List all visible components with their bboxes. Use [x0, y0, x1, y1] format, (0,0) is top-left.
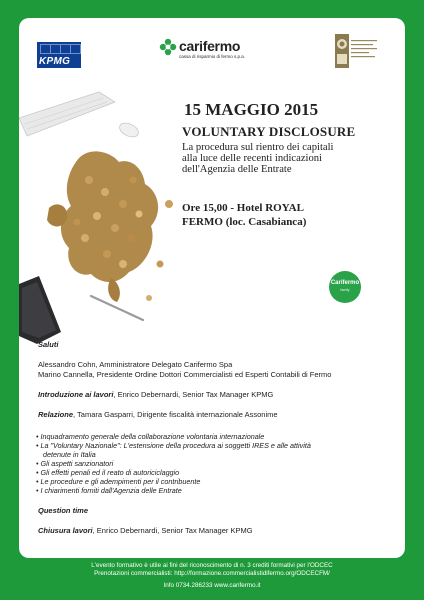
carifermo-tagline: cassa di risparmio di fermo s.p.a. [179, 54, 246, 59]
carifermo-logo [159, 38, 269, 68]
bullet-item: • La "Voluntary Nazionale": L'estensione della procedura ai soggetti IRES e alle attività [36, 441, 311, 450]
footer [0, 562, 424, 590]
europe-coins-illustration [19, 88, 189, 346]
odcec-logo [335, 34, 381, 70]
carifermo-family-badge [329, 271, 361, 303]
footer-booking-link[interactable]: Prenotazioni commercialisti: http://formazione.commercialistidifermo.org/ODCECFM/ [94, 570, 330, 577]
bullet-text: Gli effetti penali ed il reato di autoriciclaggio [40, 468, 180, 477]
bullet-item: • Gli aspetti sanzionatori [36, 459, 114, 468]
relazione-text: , Tamara Gasparri, Dirigente fiscalità internazionale Assonime [73, 410, 278, 419]
coin-icon [146, 295, 152, 301]
mouse-icon [117, 120, 140, 139]
footer-info[interactable]: Info 0734.286233 www.carifermo.it [163, 582, 261, 589]
event-time-venue: Ore 15,00 - Hotel ROYAL [182, 202, 304, 214]
footer-credits: L'evento formativo è utile ai fini del riconoscimento di n. 3 crediti formativi per l'ODCEC [91, 562, 333, 569]
event-date: 15 MAGGIO 2015 [184, 100, 319, 119]
badge-top-text: Carifermo [330, 280, 360, 286]
event-subtitle [182, 142, 392, 175]
coin-icon [165, 200, 173, 208]
keyboard-icon [19, 92, 115, 136]
odcec-text-lines-icon [351, 38, 379, 66]
kpmg-logo-square-icon [70, 44, 81, 54]
bullet-item: • Inquadramento generale della collaborazione volontaria internazionale [36, 432, 265, 441]
invitation-card [19, 18, 405, 558]
bullet-text: Gli aspetti sanzionatori [40, 459, 114, 468]
badge-bottom-text: family [340, 288, 350, 292]
subtitle-line: alla luce delle recenti indicazioni [182, 153, 322, 164]
carifermo-flower-icon [159, 38, 177, 56]
carifermo-name: carifermo [179, 38, 241, 54]
subtitle-line: dell'Agenzia delle Entrate [182, 164, 292, 175]
event-title: VOLUNTARY DISCLOSURE [182, 124, 356, 139]
kpmg-logo-text: KPMG [39, 56, 71, 67]
bullet-text: I chiarimenti forniti dall'Agenzia delle Entrate [40, 486, 182, 495]
europe-map-coins [47, 151, 158, 302]
kpmg-logo [37, 42, 81, 68]
bullet-item: • Le procedure e gli adempimenti per il contribuente [36, 477, 201, 486]
bullet-item: • Gli effetti penali ed il reato di autoriciclaggio [36, 468, 180, 477]
introduzione-row [38, 390, 398, 400]
relazione-row [38, 410, 398, 420]
introduzione-text: , Enrico Debernardi, Senior Tax Manager KPMG [113, 390, 274, 399]
subtitle-line: La procedura sul rientro dei capitali [182, 142, 334, 153]
saluti-heading: Saluti [38, 340, 59, 349]
tablet-icon [19, 276, 61, 344]
chiusura-label: Chiusura lavori [38, 526, 93, 535]
bullet-text: Le procedure e gli adempimenti per il contribuente [40, 477, 201, 486]
introduzione-label: Introduzione ai lavori [38, 390, 114, 399]
event-location: FERMO (loc. Casabianca) [182, 216, 307, 228]
bullet-text: Inquadramento generale della collaborazione volontaria internazionale [40, 432, 265, 441]
question-time-heading: Question time [38, 506, 89, 515]
chiusura-row [38, 526, 398, 536]
coin-icon [157, 261, 164, 268]
bullet-continuation: detenute in Italia [43, 450, 96, 459]
bullet-item: • I chiarimenti forniti dall'Agenzia delle Entrate [36, 486, 182, 495]
bullet-text: La "Voluntary Nazionale": L'estensione della procedura ai soggetti IRES e alle attività [40, 441, 311, 450]
odcec-emblem-icon [335, 34, 349, 68]
relazione-label: Relazione [38, 410, 74, 419]
saluti-line-2: Marino Cannella, Presidente Ordine Dottori Commercialisti ed Esperti Contabili di Fermo [38, 370, 332, 379]
chiusura-text: , Enrico Debernardi, Senior Tax Manager KPMG [92, 526, 253, 535]
saluti-line-1: Alessandro Cohn, Amministratore Delegato Carifermo Spa [38, 360, 233, 369]
